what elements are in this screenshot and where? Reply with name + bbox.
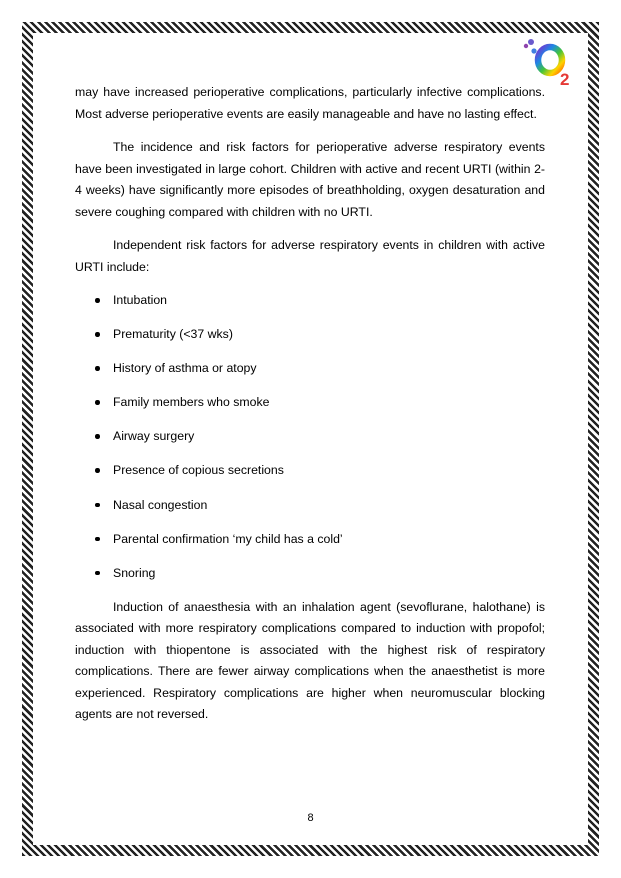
document-body — [75, 82, 545, 738]
bullet-icon — [95, 332, 100, 337]
paragraph-incidence: The incidence and risk factors for perioperative adverse respiratory events have been investigated in large cohort. Children with active and recent URTI (within 2-4 weeks) have significantly more episodes of breathholding, oxygen desaturation and severe coughing compared with children with no URTI. — [75, 140, 545, 219]
bullet-icon — [95, 366, 100, 371]
paragraph-risk-intro: Independent risk factors for adverse respiratory events in children with active URTI include: — [75, 238, 545, 274]
bullet-icon — [95, 298, 100, 303]
list-item: Intubation — [75, 290, 545, 312]
list-item: Prematurity (<37 wks) — [75, 324, 545, 346]
list-item: History of asthma or atopy — [75, 358, 545, 380]
bullet-icon — [95, 537, 100, 542]
list-item: Presence of copious secretions — [75, 460, 545, 482]
list-item: Snoring — [75, 563, 545, 585]
risk-factor-list — [75, 290, 545, 584]
list-item: Airway surgery — [75, 426, 545, 448]
bullet-icon — [95, 468, 100, 473]
bullet-icon — [95, 434, 100, 439]
bullet-icon — [95, 503, 100, 508]
bullet-icon — [95, 400, 100, 405]
list-item: Parental confirmation ‘my child has a cold’ — [75, 529, 545, 551]
page-number: 8 — [307, 812, 314, 824]
paragraph-induction: Induction of anaesthesia with an inhalation agent (sevoflurane, halothane) is associated with more respiratory complications compared to induction with propofol; induction with thiopentone is associated with the highest risk of respiratory complications. There are fewer airway complications when the anaesthetist is more experienced. Respiratory complications are higher when neuromuscular blocking agents are not reversed. — [75, 599, 545, 722]
bullet-icon — [95, 571, 100, 576]
list-item: Family members who smoke — [75, 392, 545, 414]
list-item: Nasal congestion — [75, 495, 545, 517]
svg-text:2: 2 — [560, 70, 570, 89]
paragraph-continuation: may have increased perioperative complications, particularly infective complications. Most adverse perioperative events are easily manageable and have no lasting effect. — [75, 85, 545, 121]
